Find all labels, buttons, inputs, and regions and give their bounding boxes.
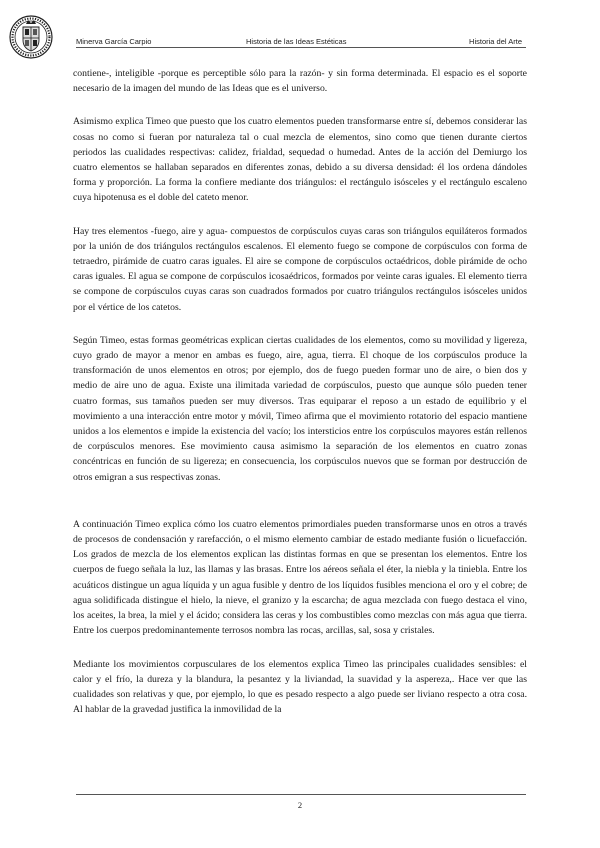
paragraph: contiene-, inteligible -porque es perceptible sólo para la razón- y sin forma determinada. El espacio es el soporte necesario de la imagen del mundo de las Ideas que es el universo. <box>73 68 527 95</box>
paragraph: A continuación Timeo explica cómo los cuatro elementos primordiales pueden transformarse unos en otros a través de procesos de condensación y rarefacción, o el mismo elemento cambiar de estado mediante fusión o licuefacción. Los grados de mezcla de los elementos explican las distintas formas en que se presentan los elementos. Entre los cuerpos de fuego señala la luz, las llamas y las brasas. Entre los aéreos señala el éter, la niebla y la tiniebla. Entre los acuáticos distingue un agua líquida y un agua fusible y dentro de los líquidos fusibles menciona el oro y el cobre; de agua solidificada distingue el hielo, la nieve, el granizo y la escarcha; de agua mezclada con fuego destaca el vino, los aceites, la brea, la miel y el ácido; considera las ceras y los combustibles como mezclas con más agua que tierra. Entre los cuerpos predominantemente terrosos nombra las rocas, arcillas, sal, sosa y cristales. <box>73 518 527 637</box>
paragraph: Hay tres elementos -fuego, aire y agua- compuestos de corpúsculos cuyas caras son triángulos equiláteros formados por la unión de dos triángulos rectángulos escalenos. El elemento fuego se compone de corpúsculos con forma de tetraedro, pirámide de cuatro caras iguales. El aire se compone de corpúsculos octaédricos, doble pirámide de ocho caras iguales. El agua se compone de corpúsculos icosaédricos, formados por veinte caras iguales. El elemento tierra se compone de corpúsculos cuyas caras son cuadrados formados por cuatro triángulos rectángulos isósceles unidos por el vértice de los catetos. <box>73 225 527 313</box>
paragraph: Mediante los movimientos corpusculares de los elementos explica Timeo las principales cualidades sensibles: el calor y el frío, la dureza y la blandura, la pesantez y la liviandad, la suavidad y la aspereza,. Hace ver que las cualidades son relativas y que, por ejemplo, lo que es pesado respecto a algo puede ser liviano respecto a otra cosa. Al hablar de la gravedad justifica la inmovilidad de la <box>73 658 527 716</box>
footer-divider <box>76 794 526 795</box>
document-body <box>73 66 527 735</box>
header-course-title: Historia de las Ideas Estéticas <box>246 37 347 46</box>
paragraph: Asimismo explica Timeo que puesto que los cuatro elementos pueden transformarse entre sí, debemos considerar las cosas no como si fueran por naturaleza tal o cual mezcla de elementos, sino como que tienen durante ciertos periodos las cualidades respectivas: calidez, frialdad, sequedad o humedad. Antes de la acción del Demiurgo los cuatro elementos se hallaban separados en diferentes zonas, debido a su diversa densidad: él los ordena dándoles forma y proporción. La forma la confiere mediante dos triángulos: el rectángulo isósceles y el rectángulo escaleno cuya hipotenusa es el doble del cateto menor. <box>73 116 527 204</box>
header-author: Minerva García Carpio <box>76 37 152 46</box>
header-divider <box>76 47 526 48</box>
page-header <box>0 0 600 62</box>
page-number: 2 <box>297 800 303 810</box>
university-seal-icon <box>8 12 54 62</box>
header-subject: Historia del Arte <box>469 37 522 46</box>
paragraph: Según Timeo, estas formas geométricas explican ciertas cualidades de los elementos, como su movilidad y ligereza, cuyo grado de mayor a menor en ambas es fuego, aire, agua, tierra. El choque de los corpúsculos produce la transformación de unos elementos en otros; por ejemplo, dos de fuego pueden formar uno de aire, o bien dos y medio de aire uno de agua. Existe una ilimitada variedad de corpúsculos, puesto que aunque sólo pueden tener cuatro formas, sus tamaños pueden ser muy diversos. Tras equiparar el reposo a un estado de equilibrio y el movimiento a una interacción entre motor y móvil, Timeo afirma que el movimiento rotatorio del espacio mantiene unidos a los elementos e impide la existencia del vacío; los intersticios entre los corpúsculos mayores están rellenos de corpúsculos menores. Ese movimiento causa asimismo la separación de los elementos en cuatro zonas concéntricas en función de su ligereza; en consecuencia, los corpúsculos nuevos que se forman por destrucción de otros emigran a sus respectivas zonas. <box>73 334 527 483</box>
